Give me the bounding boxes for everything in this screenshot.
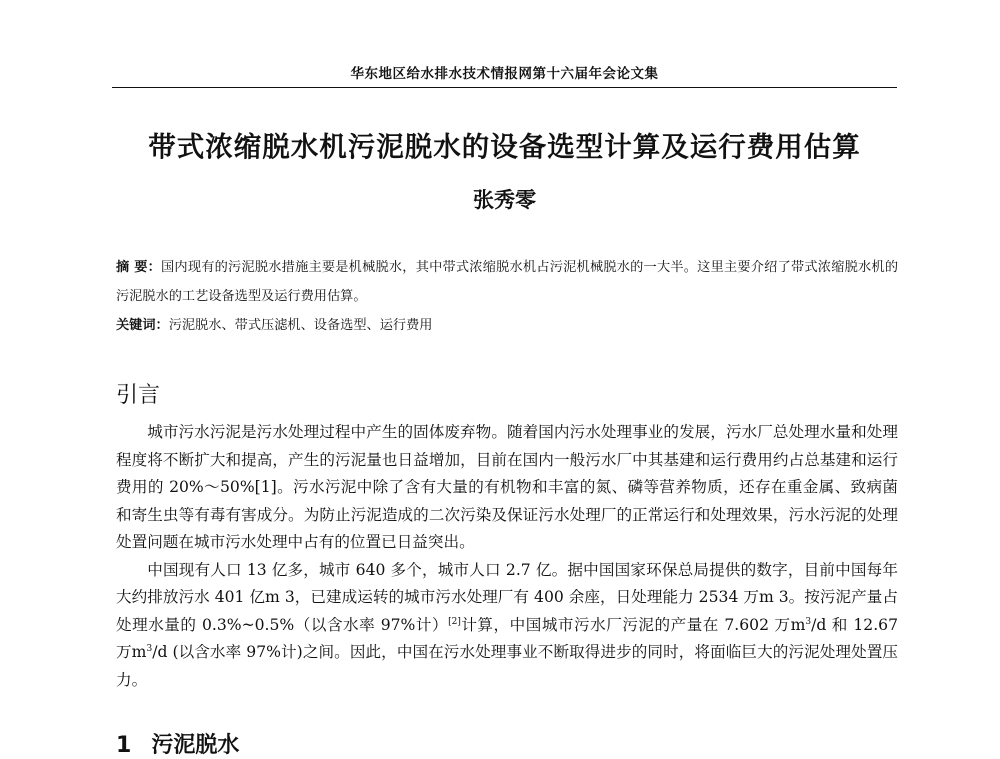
keywords-label: 关键词： <box>116 318 169 333</box>
section-heading-intro: 引言 <box>116 383 161 408</box>
unit-superscript: 3 <box>146 643 153 654</box>
abstract <box>116 253 898 311</box>
unit-superscript: 3 <box>805 616 812 627</box>
section-title: 污泥脱水 <box>151 733 240 758</box>
abstract-label: 摘 要： <box>116 260 162 275</box>
paper-title: 带式浓缩脱水机污泥脱水的设备选型计算及运行费用估算 <box>148 131 861 163</box>
keywords-text: 污泥脱水、带式压滤机、设备选型、运行费用 <box>168 318 433 333</box>
section-number: 1 <box>116 733 132 758</box>
paragraph-2-part-c: /d 和 12.67 万m <box>116 615 899 661</box>
section-heading-1 <box>116 728 239 759</box>
paragraph-2-part-a: 中国现有人口 13 亿多，城市 640 多个，城市人口 2.7 亿。据中国国家环保总局提供的数字，目前中国每年大约排放污水 401 亿m 3，已建成运转的城市污水处理厂有 400 余座，日处理能力 2534 万m 3。按污泥产量占处理水量的 0.3%~0.5%（以含水率 97%计） <box>116 560 898 634</box>
paragraph-2-part-d: /d (以含水率 97%计)之间。因此，中国在污水处理事业不断取得进步的同时，将面临巨大的污泥处理处置压力。 <box>116 643 898 689</box>
keywords <box>116 311 898 340</box>
abstract-text: 国内现有的污泥脱水措施主要是机械脱水，其中带式浓缩脱水机占污泥机械脱水的一大半。这里主要介绍了带式浓缩脱水机的污泥脱水的工艺设备选型及运行费用估算。 <box>116 260 899 304</box>
header-rule <box>112 87 897 88</box>
body-text <box>116 419 898 694</box>
paragraph-2-part-b: 计算，中国城市污水厂污泥的产量在 7.602 万m <box>460 615 806 634</box>
paper-author: 张秀零 <box>473 188 536 212</box>
running-title: 华东地区给水排水技术情报网第十六届年会论文集 <box>350 66 659 82</box>
citation-ref: [2] <box>448 616 461 627</box>
paragraph-1: 城市污水污泥是污水处理过程中产生的固体废弃物。随着国内污水处理事业的发展，污水厂总处理水量和处理程度将不断扩大和提高，产生的污泥量也日益增加，目前在国内一般污水厂中其基建和运行费用约占总基建和运行费用的 20%～50%[1]。污水污泥中除了含有大量的有机物和丰富的氮、磷等营养物质，还存在重金属、致病菌和寄生虫等有毒有害成分。为防止污泥造成的二次污染及保证污水处理厂的正常运行和处理效果，污水污泥的处理处置问题在城市污水处理中占有的位置已日益突出。 <box>116 423 898 551</box>
paragraph-2 <box>116 557 898 695</box>
